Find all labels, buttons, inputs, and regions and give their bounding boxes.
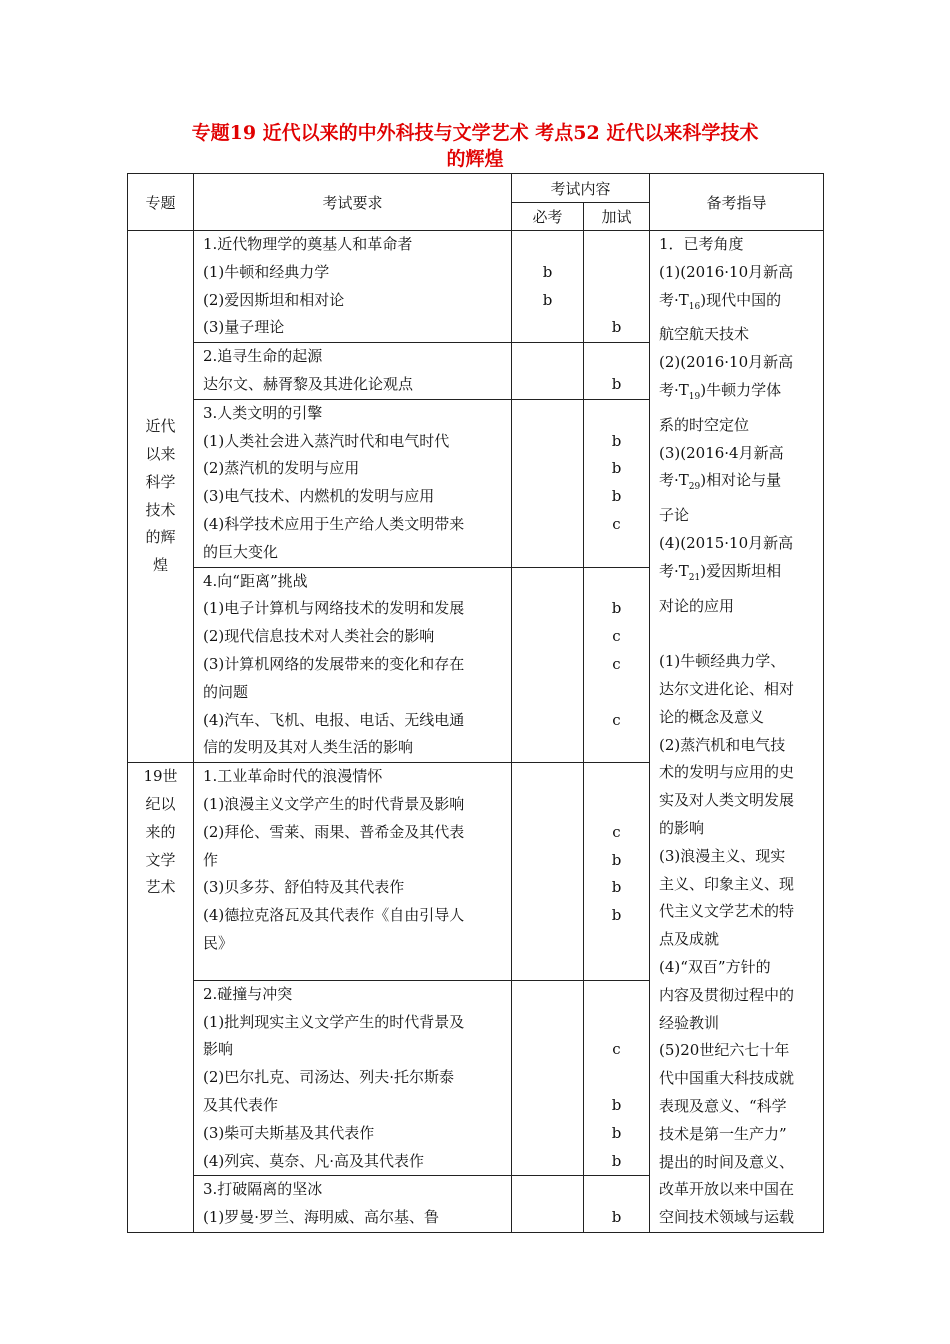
grade bbox=[584, 259, 649, 287]
guide-line: (2)蒸汽机和电气技 bbox=[659, 735, 786, 754]
section-text bbox=[194, 399, 512, 567]
section-text bbox=[194, 763, 512, 981]
req-line: 达尔文、赫胥黎及其进化论观点 bbox=[203, 374, 414, 393]
topic-line: 来的 bbox=[145, 822, 176, 841]
guide-line: 达尔文进化论、相对 bbox=[659, 679, 795, 698]
subscript: 21 bbox=[688, 572, 701, 583]
req-line: 及其代表作 bbox=[203, 1095, 279, 1114]
title-line-2: 的辉煌 bbox=[446, 148, 504, 170]
grade: b bbox=[542, 290, 553, 309]
grade: b bbox=[611, 374, 622, 393]
elective-cell bbox=[584, 231, 650, 343]
topic-line: 以来 bbox=[145, 444, 176, 463]
grade: b bbox=[611, 850, 622, 869]
req-line: 民》 bbox=[203, 933, 234, 952]
guide-line: 代主义文学艺术的特 bbox=[659, 902, 795, 921]
grade bbox=[584, 791, 649, 819]
grade bbox=[584, 679, 649, 707]
guide-line: 术的发明与应用的史 bbox=[659, 763, 795, 782]
grade bbox=[512, 568, 583, 596]
grade: c bbox=[612, 1040, 621, 1059]
guide-line: 内容及贯彻过程中的 bbox=[659, 985, 795, 1004]
guide-cell bbox=[650, 231, 824, 1233]
grade bbox=[584, 763, 649, 791]
guide-line: 代中国重大科技成就 bbox=[659, 1069, 795, 1088]
guide-line: 系的时空定位 bbox=[659, 415, 750, 434]
grade bbox=[584, 1176, 649, 1204]
req-line: (1)浪漫主义文学产生的时代背景及影响 bbox=[203, 794, 465, 813]
guide-line: (3)(2016·4月新高 bbox=[659, 443, 784, 462]
guide-line: 实及对人类文明发展 bbox=[659, 791, 795, 810]
req-line: 3.打破隔离的坚冰 bbox=[203, 1180, 323, 1199]
grade: c bbox=[612, 627, 621, 646]
grade bbox=[584, 930, 649, 958]
guide-line: 考$\cdot T_{19}$)牛顿力学体 bbox=[659, 380, 782, 402]
req-line: (4)科学技术应用于生产给人类文明带来 bbox=[203, 514, 465, 533]
compulsory-cell bbox=[512, 567, 584, 763]
subscript: 19 bbox=[688, 391, 701, 402]
req-line: (2)爱因斯坦和相对论 bbox=[203, 290, 345, 309]
grade: c bbox=[612, 822, 621, 841]
grade: b bbox=[611, 318, 622, 337]
elective-cell bbox=[584, 1176, 650, 1233]
grade bbox=[512, 1176, 583, 1204]
req-line: (2)拜伦、雪莱、雨果、普希金及其代表 bbox=[203, 822, 465, 841]
guide-line: 考$\cdot T_{21}$)爱因斯坦相 bbox=[659, 561, 782, 583]
req-line: (1)罗曼·罗兰、海明威、高尔基、鲁 bbox=[203, 1208, 440, 1227]
compulsory-cell bbox=[512, 231, 584, 343]
req-line: (3)计算机网络的发展带来的变化和存在 bbox=[203, 654, 465, 673]
req-line: 的巨大变化 bbox=[203, 542, 279, 561]
guide-line: 经验教训 bbox=[659, 1013, 720, 1032]
compulsory-cell bbox=[512, 980, 584, 1176]
guide-line: 的影响 bbox=[659, 818, 705, 837]
grade: b bbox=[611, 906, 622, 925]
req-line: 作 bbox=[203, 850, 219, 869]
compulsory-cell bbox=[512, 399, 584, 567]
grade bbox=[512, 314, 583, 342]
guide-line: 点及成就 bbox=[659, 930, 720, 949]
topic-line: 科学 bbox=[145, 472, 176, 491]
guide-line: 提出的时间及意义、 bbox=[659, 1152, 795, 1171]
header-compulsory: 必考 bbox=[512, 203, 584, 231]
header-elective: 加试 bbox=[584, 203, 650, 231]
guide-line: 1．已考角度 bbox=[659, 235, 744, 253]
topic-line: 19世 bbox=[143, 767, 178, 786]
grade bbox=[512, 400, 583, 428]
req-line: 的问题 bbox=[203, 682, 249, 701]
topic-line: 纪以 bbox=[145, 794, 176, 813]
req-line: (1)电子计算机与网络技术的发明和发展 bbox=[203, 599, 465, 618]
guide-line: (4)“双百”方针的 bbox=[659, 957, 771, 976]
grade: b bbox=[611, 431, 622, 450]
header-topic: 专题 bbox=[128, 174, 194, 231]
elective-cell bbox=[584, 763, 650, 981]
grade bbox=[584, 1064, 649, 1092]
grade: b bbox=[611, 1208, 622, 1227]
guide-line: 航空航天技术 bbox=[659, 325, 750, 344]
subscript: 16 bbox=[688, 301, 701, 312]
guide-line: (1)(2016·10月新高 bbox=[659, 262, 794, 281]
grade bbox=[584, 981, 649, 1009]
grade bbox=[584, 287, 649, 315]
grade bbox=[512, 231, 583, 259]
req-line: 3.人类文明的引擎 bbox=[203, 403, 323, 422]
grade bbox=[512, 763, 583, 791]
subscript: 29 bbox=[688, 482, 701, 493]
grade bbox=[512, 343, 583, 371]
grade bbox=[584, 539, 649, 567]
grade: b bbox=[611, 1095, 622, 1114]
grade bbox=[512, 981, 583, 1009]
topic-line: 技术 bbox=[145, 500, 176, 519]
grade: b bbox=[611, 487, 622, 506]
req-line: 2.碰撞与冲突 bbox=[203, 984, 293, 1003]
req-line: 2.追寻生命的起源 bbox=[203, 347, 323, 366]
grade: b bbox=[611, 599, 622, 618]
guide-line: (2)(2016·10月新高 bbox=[659, 353, 794, 372]
guide-line: (4)(2015·10月新高 bbox=[659, 533, 794, 552]
guide-line: 空间技术领域与运载 bbox=[659, 1208, 795, 1227]
req-line: (1)批判现实主义文学产生的时代背景及 bbox=[203, 1012, 465, 1031]
req-line: 1.工业革命时代的浪漫情怀 bbox=[203, 767, 383, 786]
document-title bbox=[127, 120, 823, 172]
guide-line: 论的概念及意义 bbox=[659, 707, 765, 726]
grade bbox=[584, 231, 649, 259]
req-line: (1)人类社会进入蒸汽时代和电气时代 bbox=[203, 431, 450, 450]
req-line: 4.向“距离”挑战 bbox=[203, 571, 308, 590]
req-line: (2)巴尔扎克、司汤达、列夫·托尔斯泰 bbox=[203, 1068, 455, 1087]
grade: b bbox=[542, 262, 553, 281]
grade bbox=[512, 371, 583, 399]
topic-literature bbox=[128, 763, 194, 1233]
grade bbox=[584, 734, 649, 762]
grade: c bbox=[612, 654, 621, 673]
elective-cell bbox=[584, 343, 650, 400]
grade bbox=[584, 343, 649, 371]
req-line: (3)电气技术、内燃机的发明与应用 bbox=[203, 487, 435, 506]
guide-line: 子论 bbox=[659, 506, 690, 525]
header-content: 考试内容 bbox=[512, 174, 650, 203]
topic-line: 近代 bbox=[145, 417, 176, 436]
guide-line: 考$\cdot T_{16}$)现代中国的 bbox=[659, 290, 782, 312]
guide-line: 表现及意义、“科学 bbox=[659, 1096, 787, 1115]
guide-line: (1)牛顿经典力学、 bbox=[659, 652, 786, 671]
guide-line: 对论的应用 bbox=[659, 596, 735, 615]
req-line: (4)列宾、莫奈、凡·高及其代表作 bbox=[203, 1151, 425, 1170]
header-requirements: 考试要求 bbox=[194, 174, 512, 231]
req-line: 1.近代物理学的奠基人和革命者 bbox=[203, 235, 413, 253]
topic-line: 的辉 bbox=[145, 528, 176, 547]
compulsory-cell bbox=[512, 763, 584, 981]
guide-line: (3)浪漫主义、现实 bbox=[659, 846, 786, 865]
section-text bbox=[194, 343, 512, 400]
guide-line: 主义、印象主义、现 bbox=[659, 874, 795, 893]
guide-line bbox=[659, 620, 815, 648]
elective-cell bbox=[584, 980, 650, 1176]
title-line-1: 专题19 近代以来的中外科技与文学艺术 考点52 近代以来科学技术 bbox=[191, 122, 759, 144]
grade: b bbox=[611, 1151, 622, 1170]
exam-table bbox=[127, 173, 824, 1233]
guide-line: 技术是第一生产力” bbox=[659, 1124, 787, 1143]
topic-science bbox=[128, 231, 194, 763]
req-line: (1)牛顿和经典力学 bbox=[203, 262, 330, 281]
header-guide: 备考指导 bbox=[650, 174, 824, 231]
req-line: (3)量子理论 bbox=[203, 318, 285, 337]
grade bbox=[584, 1009, 649, 1037]
topic-line: 文学 bbox=[145, 850, 176, 869]
grade: c bbox=[612, 514, 621, 533]
req-line: 信的发明及其对人类生活的影响 bbox=[203, 738, 414, 757]
req-line: (4)汽车、飞机、电报、电话、无线电通 bbox=[203, 710, 465, 729]
elective-cell bbox=[584, 399, 650, 567]
grade: b bbox=[611, 878, 622, 897]
guide-line: 改革开放以来中国在 bbox=[659, 1180, 795, 1199]
grade bbox=[584, 568, 649, 596]
grade: b bbox=[611, 1123, 622, 1142]
compulsory-cell bbox=[512, 343, 584, 400]
section-text bbox=[194, 567, 512, 763]
topic-line: 艺术 bbox=[145, 878, 176, 897]
compulsory-cell bbox=[512, 1176, 584, 1233]
req-line: (2)现代信息技术对人类社会的影响 bbox=[203, 627, 435, 646]
grade bbox=[584, 400, 649, 428]
grade: b bbox=[611, 459, 622, 478]
grade: c bbox=[612, 710, 621, 729]
elective-cell bbox=[584, 567, 650, 763]
req-line: (4)德拉克洛瓦及其代表作《自由引导人 bbox=[203, 906, 465, 925]
req-line: (3)贝多芬、舒伯特及其代表作 bbox=[203, 878, 405, 897]
section-text bbox=[194, 1176, 512, 1233]
topic-line: 煌 bbox=[152, 556, 168, 575]
guide-line: 考$\cdot T_{29}$)相对论与量 bbox=[659, 471, 782, 493]
section-text bbox=[194, 231, 512, 343]
req-line: 影响 bbox=[203, 1040, 234, 1059]
req-line: (3)柴可夫斯基及其代表作 bbox=[203, 1123, 375, 1142]
req-line: (2)蒸汽机的发明与应用 bbox=[203, 459, 360, 478]
section-row bbox=[128, 231, 824, 343]
section-text bbox=[194, 980, 512, 1176]
guide-line: (5)20世纪六七十年 bbox=[659, 1041, 790, 1060]
